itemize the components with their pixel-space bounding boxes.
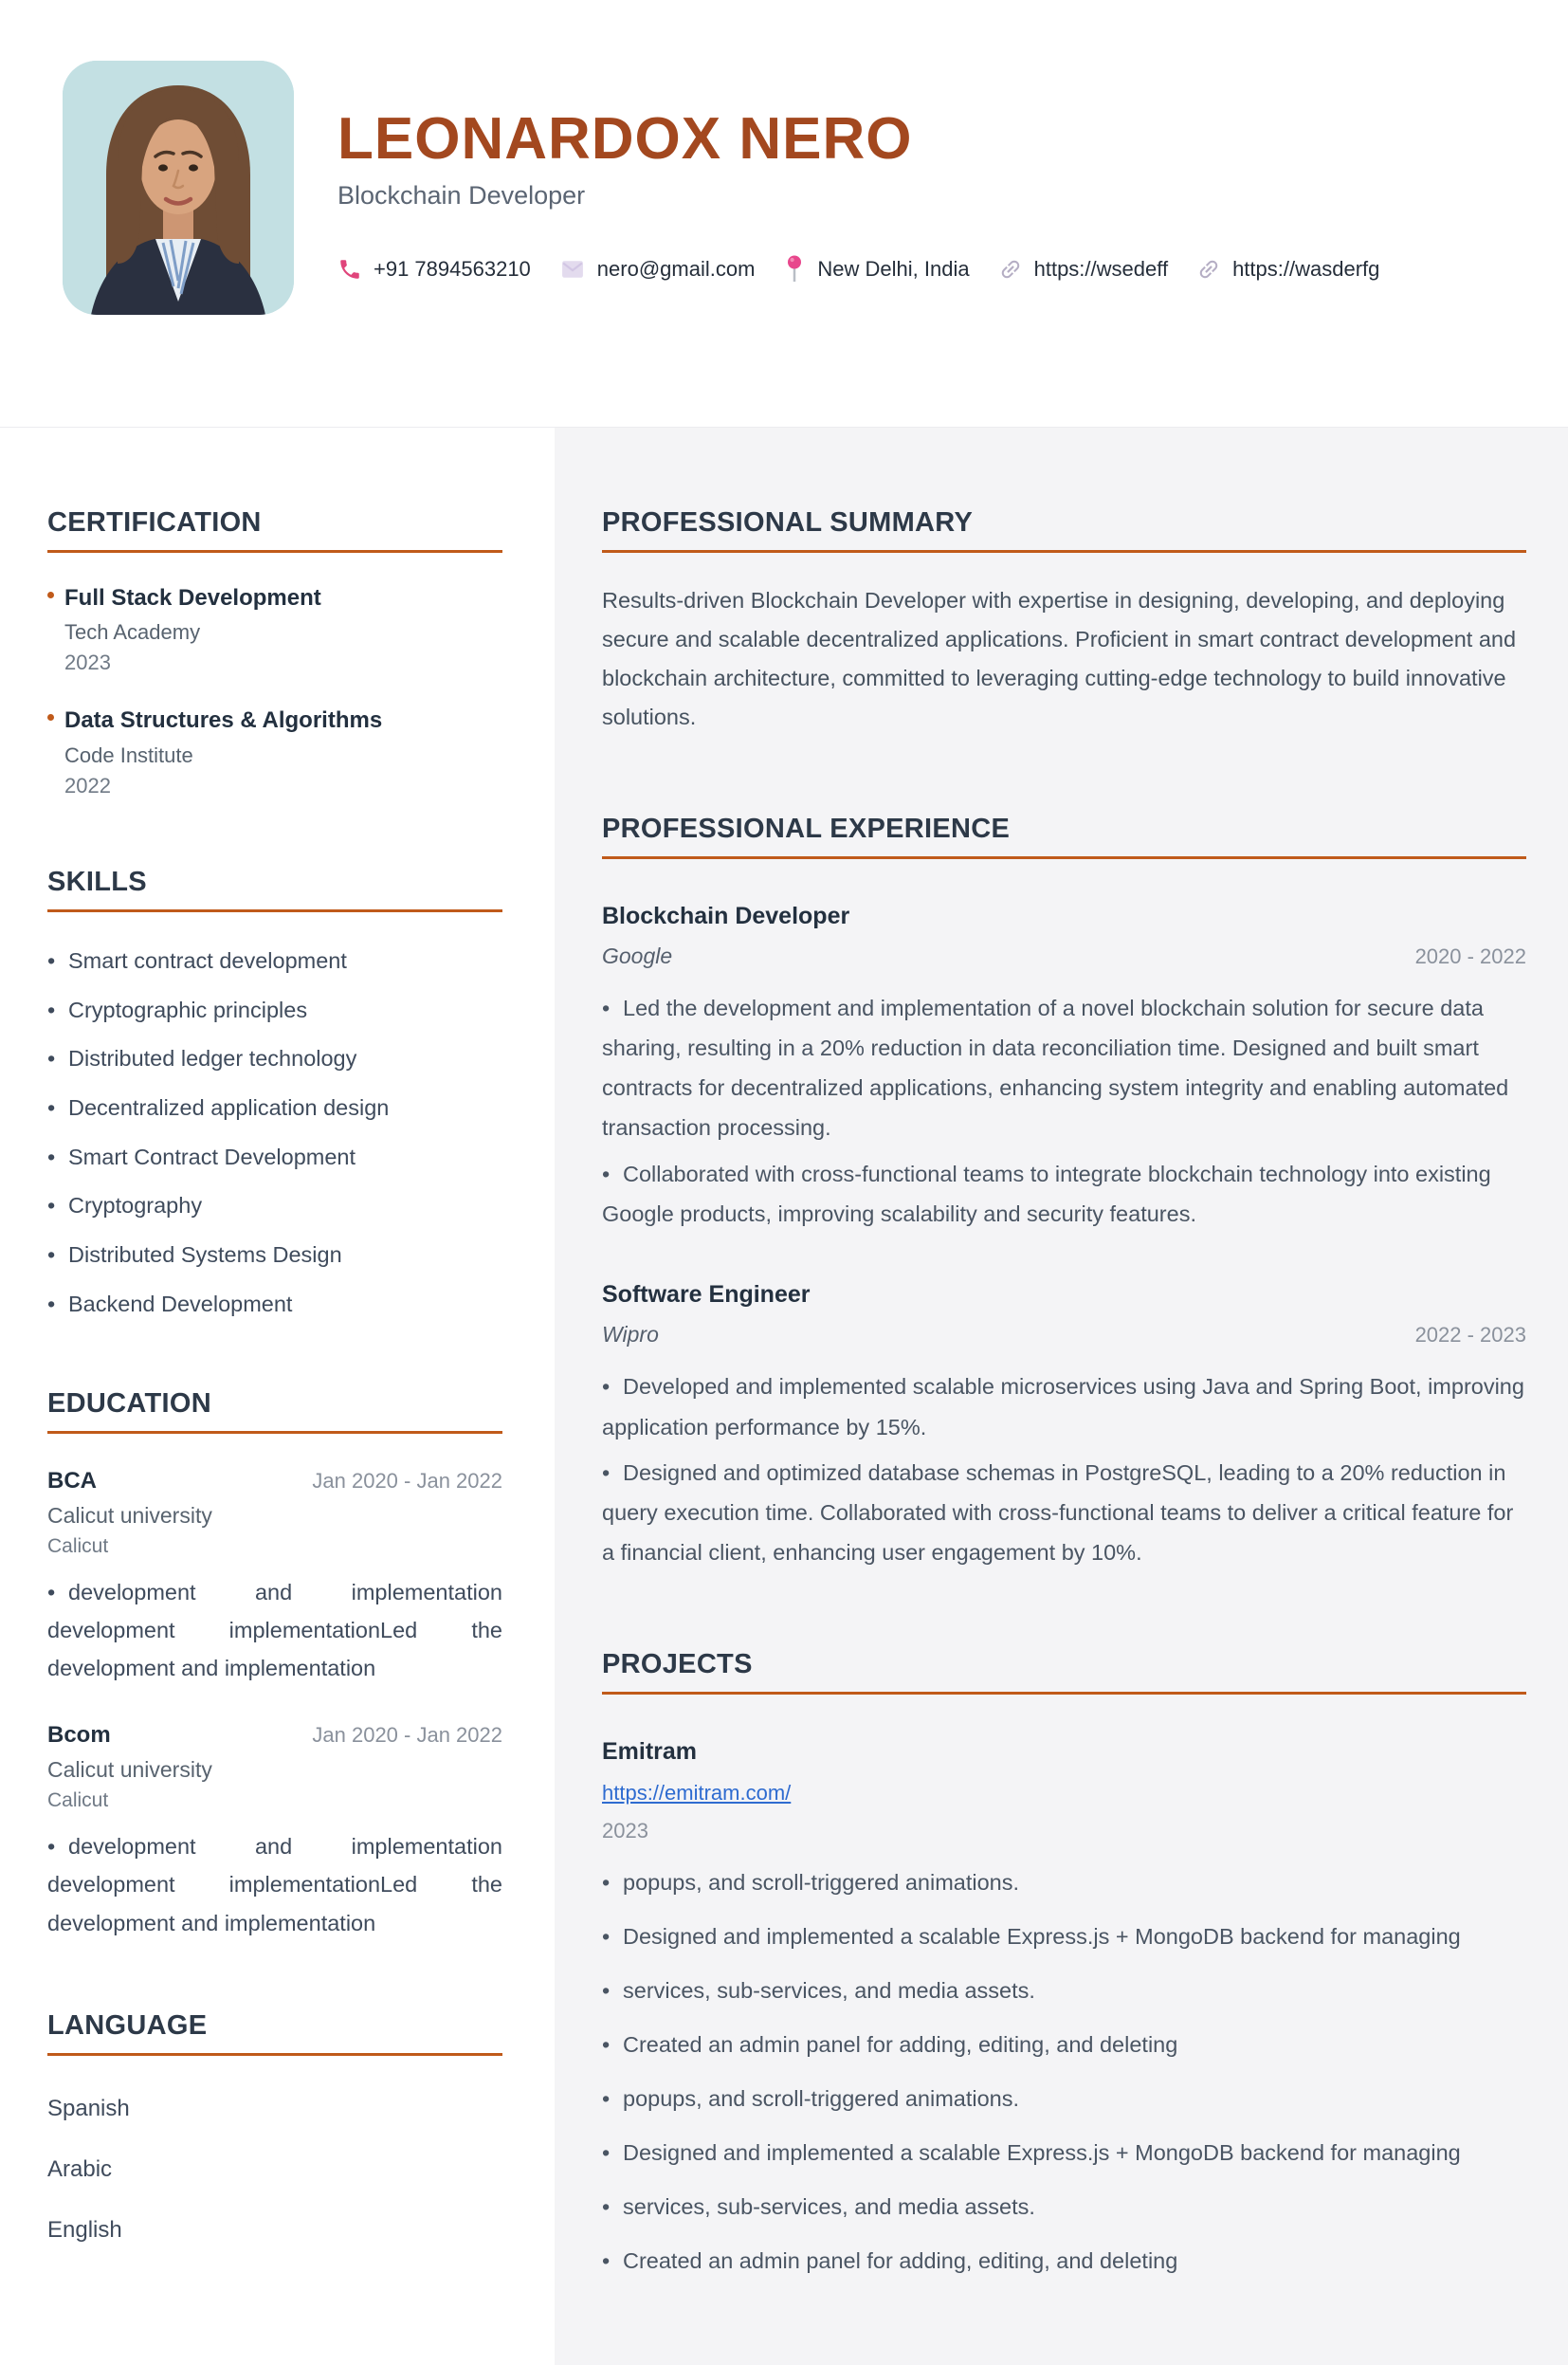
education-description: • development and implementation development implementationLed the development and implementation xyxy=(47,1573,502,1688)
language-list xyxy=(47,2096,502,2244)
project-bullet: • popups, and scroll-triggered animations. xyxy=(602,1866,1526,1898)
skill-item: • Distributed ledger technology xyxy=(47,1044,502,1074)
job-dates: 2022 - 2023 xyxy=(1414,1323,1526,1348)
certification-item xyxy=(47,583,502,675)
education-item xyxy=(47,1468,502,1688)
project-bullet: • popups, and scroll-triggered animations. xyxy=(602,2082,1526,2115)
skill-item: • Cryptography xyxy=(47,1191,502,1221)
job-company: Wipro xyxy=(602,1322,659,1348)
contact-email xyxy=(559,257,756,282)
job-bullet-list xyxy=(602,1366,1526,1572)
language-section xyxy=(47,2010,502,2244)
resume-header xyxy=(0,0,1568,427)
skills-heading: SKILLS xyxy=(47,867,502,912)
certification-item xyxy=(47,706,502,798)
skill-item: • Cryptographic principles xyxy=(47,996,502,1026)
certification-title: Data Structures & Algorithms xyxy=(64,707,383,734)
job-bullet: • Led the development and implementation of a novel blockchain solution for secure data sharing, resulting in a 20% reduction in data reconciliation time. Designed and built smart contracts for decentralized applications, enhancing system integrity and enabling automated transaction processing. xyxy=(602,988,1526,1148)
job-title: Blockchain Developer xyxy=(602,902,850,929)
project-bullet: • Created an admin panel for adding, editing, and deleting xyxy=(602,2245,1526,2277)
website1-text[interactable]: https://wsedeff xyxy=(1033,257,1169,282)
project-link[interactable]: https://emitram.com/ xyxy=(602,1780,792,1805)
language-item: Spanish xyxy=(47,2095,130,2121)
project-bullet-list xyxy=(602,1866,1526,2278)
project-bullet: • Designed and implemented a scalable Express.js + MongoDB backend for managing xyxy=(602,2136,1526,2169)
certification-year: 2022 xyxy=(64,773,111,798)
education-degree: Bcom xyxy=(47,1721,111,1748)
skill-item: • Smart contract development xyxy=(47,946,502,977)
contact-website-1 xyxy=(998,257,1168,282)
candidate-name: LEONARDOX NERO xyxy=(337,106,913,172)
contact-website-2 xyxy=(1196,257,1379,282)
project-bullet: • Created an admin panel for adding, editing, and deleting xyxy=(602,2028,1526,2061)
education-city: Calicut xyxy=(47,1534,109,1557)
job-entry xyxy=(602,903,1526,1235)
language-item: Arabic xyxy=(47,2155,113,2182)
certification-org: Code Institute xyxy=(64,742,193,767)
phone-text[interactable]: +91 7894563210 xyxy=(374,257,531,282)
right-column xyxy=(555,428,1568,2365)
resume-body xyxy=(0,427,1568,2365)
education-item xyxy=(47,1722,502,1942)
language-item: English xyxy=(47,2216,122,2243)
skills-list xyxy=(47,946,502,1320)
profile-photo-illustration xyxy=(63,61,294,315)
candidate-title: Blockchain Developer xyxy=(337,181,586,211)
project-name: Emitram xyxy=(602,1737,698,1765)
projects-section xyxy=(602,1649,1526,2278)
contact-phone xyxy=(337,257,531,282)
education-school: Calicut university xyxy=(47,1502,212,1528)
certification-section xyxy=(47,507,502,798)
certification-org: Tech Academy xyxy=(64,620,201,645)
phone-icon xyxy=(337,257,362,282)
project-bullet: • services, sub-services, and media assets. xyxy=(602,1974,1526,2007)
contact-location xyxy=(783,254,969,284)
skills-section xyxy=(47,867,502,1320)
location-pin-icon xyxy=(783,254,806,284)
experience-section xyxy=(602,814,1526,1573)
link-icon xyxy=(1192,252,1227,287)
website2-text[interactable]: https://wasderfg xyxy=(1232,257,1380,282)
certification-year: 2023 xyxy=(64,651,111,675)
certification-title: Full Stack Development xyxy=(64,585,321,611)
project-entry xyxy=(602,1738,1526,2278)
job-company: Google xyxy=(602,943,673,968)
mail-icon xyxy=(559,258,586,281)
education-section xyxy=(47,1388,502,1942)
project-bullet: • Designed and implemented a scalable Express.js + MongoDB backend for managing xyxy=(602,1920,1526,1952)
profile-photo xyxy=(63,61,294,315)
job-title: Software Engineer xyxy=(602,1281,811,1309)
job-bullet: • Designed and optimized database schemas in PostgreSQL, leading to a 20% reduction in query execution time. Collaborated with cross-functional teams to deliver a critical feature for a financial client, enhancing user engagement by 10%. xyxy=(602,1453,1526,1573)
skill-item: • Smart Contract Development xyxy=(47,1143,502,1173)
certification-heading: CERTIFICATION xyxy=(47,507,502,553)
left-column xyxy=(0,428,555,2365)
education-heading: EDUCATION xyxy=(47,1388,502,1434)
contact-row xyxy=(337,254,1379,284)
location-text: New Delhi, India xyxy=(817,257,970,282)
projects-heading: PROJECTS xyxy=(602,1649,1526,1695)
header-info xyxy=(337,61,1379,427)
education-city: Calicut xyxy=(47,1788,109,1811)
education-degree: BCA xyxy=(47,1467,97,1494)
project-bullet: • services, sub-services, and media assets. xyxy=(602,2191,1526,2223)
education-dates: Jan 2020 - Jan 2022 xyxy=(312,1722,502,1747)
education-school: Calicut university xyxy=(47,1756,212,1782)
job-bullet-list xyxy=(602,988,1526,1235)
skill-item: • Backend Development xyxy=(47,1290,502,1320)
job-bullet: • Collaborated with cross-functional teams to integrate blockchain technology into existing Google products, improving scalability and security features. xyxy=(602,1154,1526,1235)
summary-heading: PROFESSIONAL SUMMARY xyxy=(602,507,1526,553)
link-icon xyxy=(993,252,1028,287)
experience-heading: PROFESSIONAL EXPERIENCE xyxy=(602,814,1526,859)
summary-section xyxy=(602,507,1526,738)
job-dates: 2020 - 2022 xyxy=(1414,944,1526,968)
skill-item: • Decentralized application design xyxy=(47,1093,502,1124)
job-bullet: • Developed and implemented scalable microservices using Java and Spring Boot, improving application performance by 15%. xyxy=(602,1366,1526,1447)
summary-text: Results-driven Blockchain Developer with expertise in designing, developing, and deploying secure and scalable decentralized applications. Proficient in smart contract development and blockchain architecture, committed to leveraging cutting-edge technology to build innovative solutions. xyxy=(602,588,1517,730)
email-text[interactable]: nero@gmail.com xyxy=(596,257,756,282)
education-dates: Jan 2020 - Jan 2022 xyxy=(312,1468,502,1493)
project-year: 2023 xyxy=(602,1818,648,1842)
language-heading: LANGUAGE xyxy=(47,2010,502,2056)
job-entry xyxy=(602,1281,1526,1572)
skill-item: • Distributed Systems Design xyxy=(47,1240,502,1271)
education-description: • development and implementation development implementationLed the development and implementation xyxy=(47,1827,502,1942)
